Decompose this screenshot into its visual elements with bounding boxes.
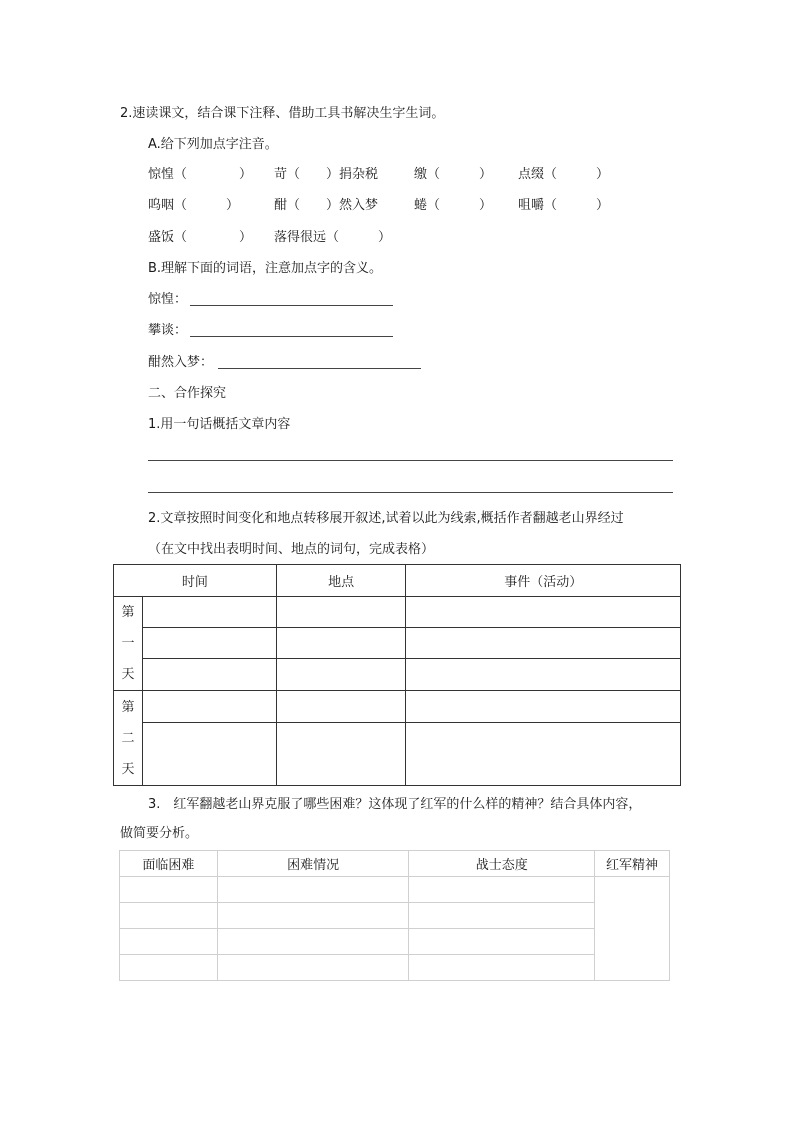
- header-attitude: 战士态度: [409, 851, 595, 877]
- table-cell[interactable]: [142, 723, 276, 786]
- table-cell[interactable]: [217, 929, 409, 955]
- table-cell[interactable]: [406, 659, 681, 691]
- part-a-title: A.给下列加点字注音。: [148, 137, 278, 152]
- question-1: 1.用一句话概括文章内容: [148, 417, 291, 432]
- header-situation: 困难情况: [217, 851, 409, 877]
- question-3-continued: 做简要分析。: [120, 826, 199, 841]
- table-cell[interactable]: [406, 628, 681, 659]
- table-cell[interactable]: [276, 691, 406, 723]
- header-event: 事件（活动）: [406, 565, 681, 597]
- table-cell[interactable]: [276, 597, 406, 628]
- vocab-answer-line[interactable]: [218, 368, 421, 369]
- table-cell[interactable]: [142, 628, 276, 659]
- table-cell[interactable]: [142, 659, 276, 691]
- table-cell[interactable]: [276, 628, 406, 659]
- table-cell[interactable]: [409, 955, 595, 981]
- table-cell[interactable]: [142, 691, 276, 723]
- vocab-answer-line[interactable]: [190, 336, 393, 337]
- difficulty-table: [119, 850, 670, 981]
- day-one-label: 第 一 天: [114, 597, 143, 691]
- pinyin-item[interactable]: 缴（ ）: [414, 167, 493, 182]
- answer-line[interactable]: [148, 460, 673, 461]
- pinyin-item[interactable]: 呜咽（ ）: [148, 198, 240, 213]
- table-cell[interactable]: [276, 659, 406, 691]
- pinyin-item[interactable]: 咀嚼（ ）: [518, 198, 610, 213]
- table-cell[interactable]: [406, 723, 681, 786]
- table-cell[interactable]: [120, 877, 218, 903]
- pinyin-item[interactable]: 惊惶（ ）: [148, 167, 253, 182]
- answer-line[interactable]: [148, 492, 673, 493]
- header-difficulty: 面临困难: [120, 851, 218, 877]
- table-cell[interactable]: [409, 929, 595, 955]
- question-3: 3. 红军翻越老山界克服了哪些困难？这体现了红军的什么样的精神？结合具体内容，: [148, 797, 642, 812]
- question-2: 2.文章按照时间变化和地点转移展开叙述,试着以此为线索,概括作者翻越老山界经过: [148, 511, 624, 526]
- table-cell[interactable]: [217, 955, 409, 981]
- pinyin-item[interactable]: 苛（ ）捐杂税: [274, 167, 379, 182]
- table-cell[interactable]: [409, 903, 595, 929]
- vocab-label: 攀谈：: [148, 323, 188, 338]
- vocab-label: 惊惶：: [148, 292, 188, 307]
- section-heading: 二、合作探究: [148, 386, 227, 401]
- question-2-title: 2.速读课文，结合课下注释、借助工具书解决生字生词。: [120, 106, 445, 121]
- header-time: 时间: [114, 565, 277, 597]
- vocab-answer-line[interactable]: [190, 305, 393, 306]
- timeline-table: [113, 564, 681, 786]
- table-cell[interactable]: [142, 597, 276, 628]
- pinyin-item[interactable]: 点缀（ ）: [518, 167, 610, 182]
- table-cell[interactable]: [409, 877, 595, 903]
- question-2-instruction: （在文中找出表明时间、地点的词句，完成表格）: [148, 542, 435, 557]
- header-place: 地点: [276, 565, 406, 597]
- part-b-title: B.理解下面的词语，注意加点字的含义。: [148, 261, 383, 276]
- header-spirit: 红军精神: [595, 851, 670, 877]
- day-two-label: 第 二 天: [114, 691, 143, 786]
- vocab-label: 酣然入梦：: [148, 355, 214, 370]
- table-cell[interactable]: [276, 723, 406, 786]
- spirit-cell[interactable]: [595, 877, 670, 981]
- pinyin-item[interactable]: 蜷（ ）: [414, 198, 493, 213]
- table-cell[interactable]: [120, 929, 218, 955]
- pinyin-item[interactable]: 酣（ ）然入梦: [274, 198, 379, 213]
- table-cell[interactable]: [120, 903, 218, 929]
- table-cell[interactable]: [217, 877, 409, 903]
- table-cell[interactable]: [217, 903, 409, 929]
- table-cell[interactable]: [406, 691, 681, 723]
- pinyin-item[interactable]: 盛饭（ ）: [148, 230, 253, 245]
- table-cell[interactable]: [120, 955, 218, 981]
- table-cell[interactable]: [406, 597, 681, 628]
- pinyin-item[interactable]: 落得很远（ ）: [274, 230, 392, 245]
